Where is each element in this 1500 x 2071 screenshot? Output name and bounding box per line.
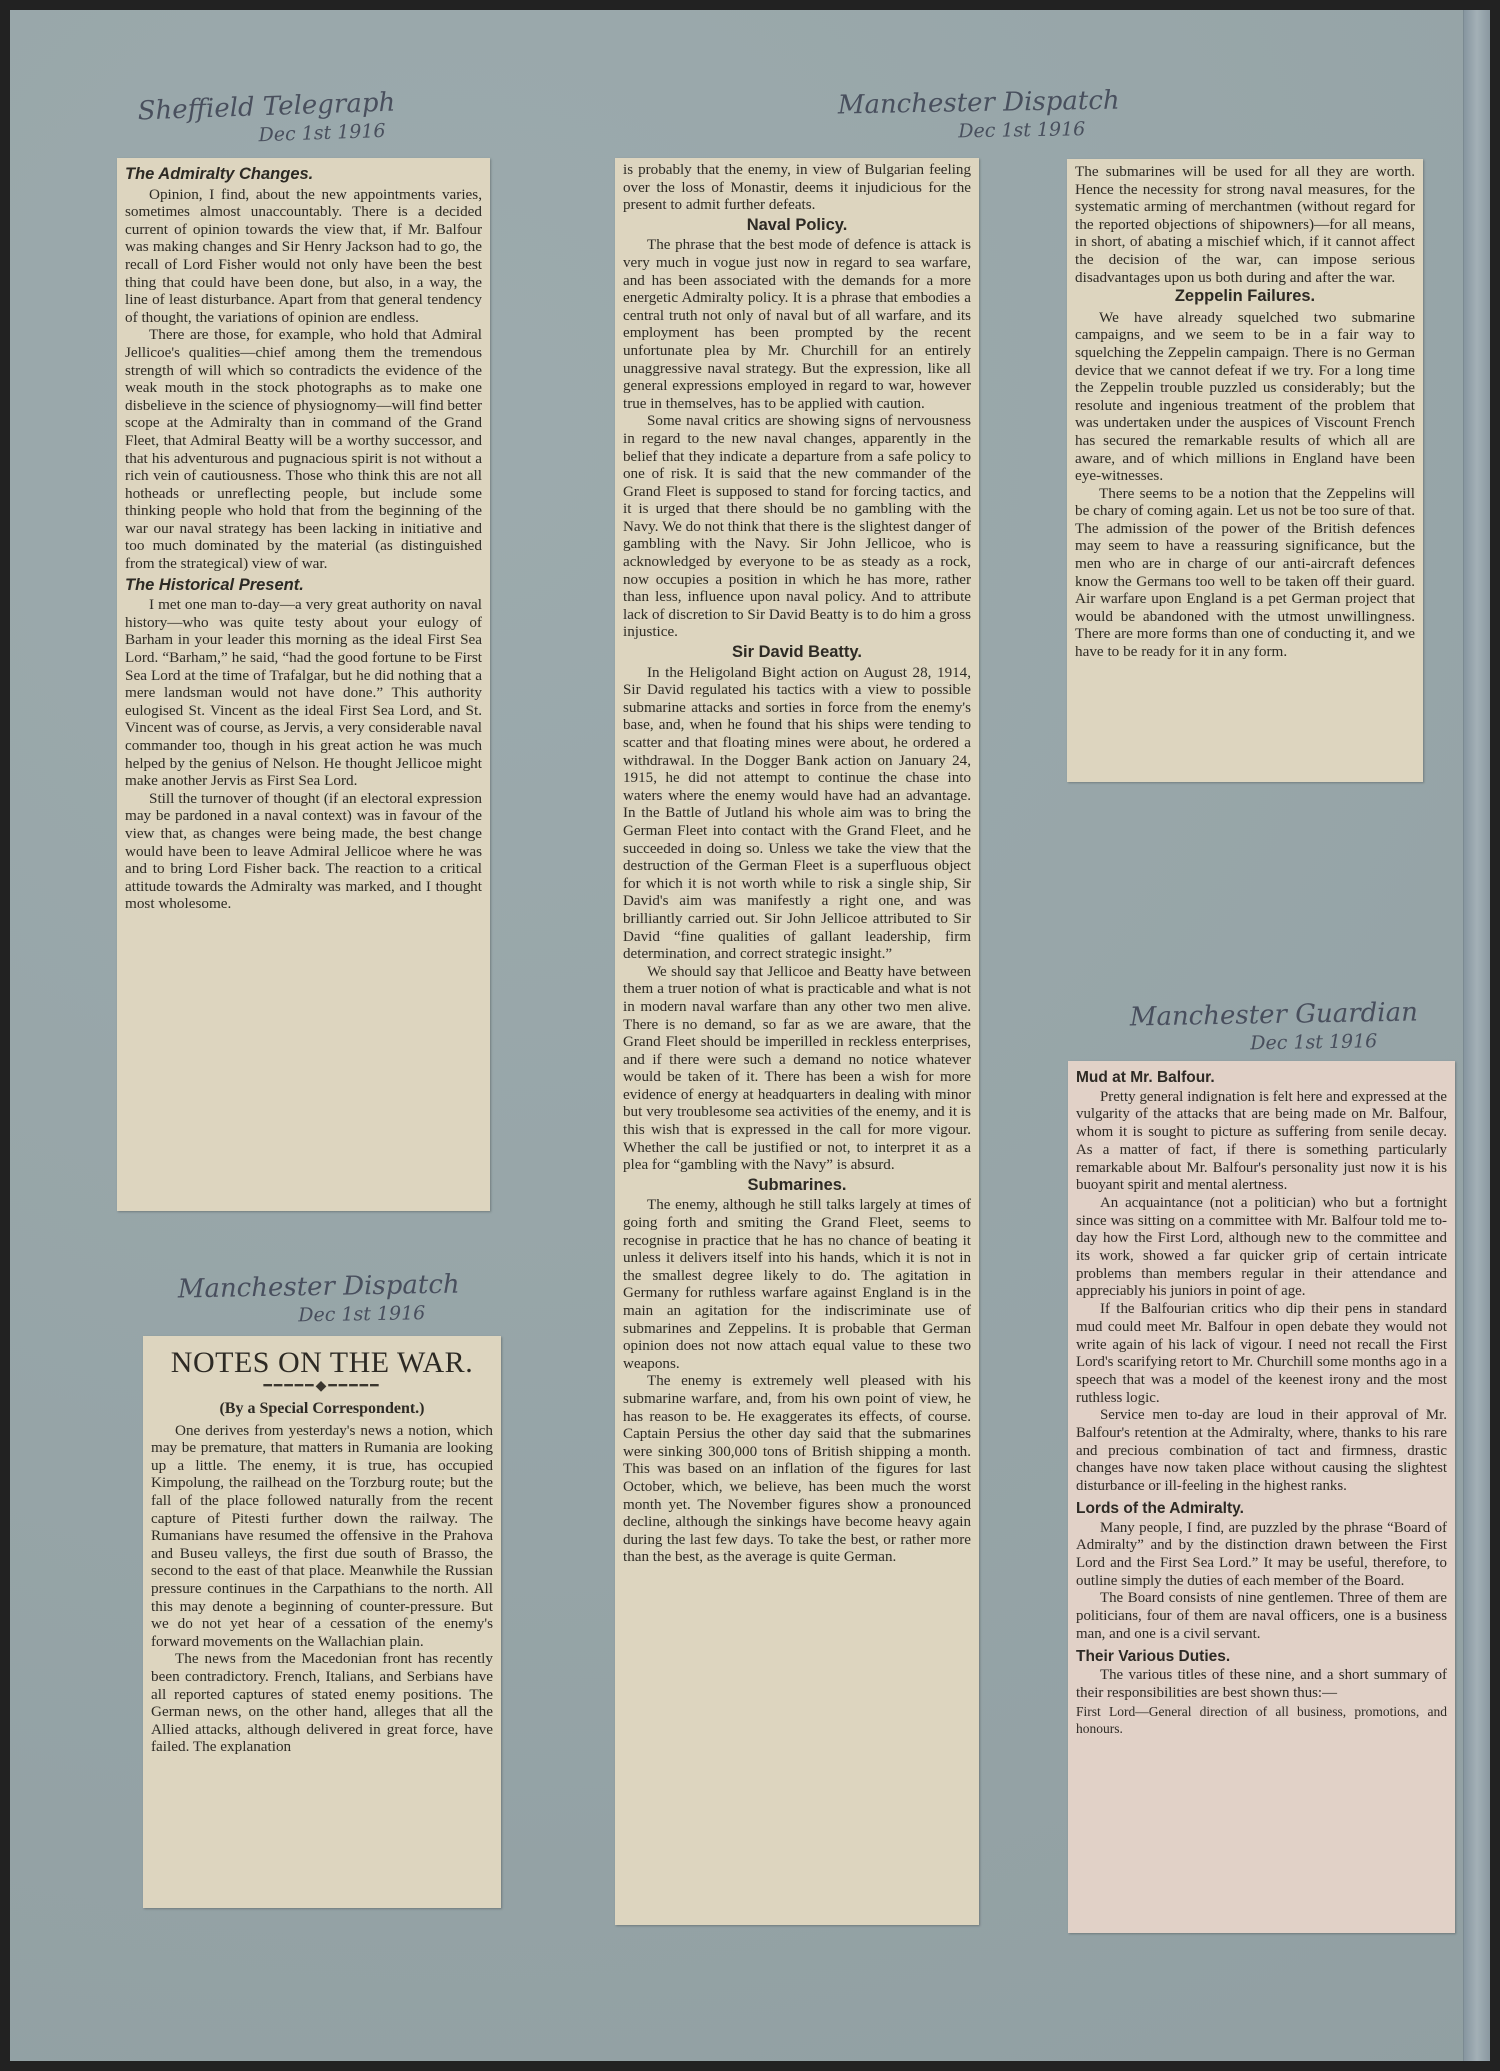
- clipping-paragraph: I met one man to-day—a very great authority on naval history—who was quite testy about your eulogy of Barham in your leader this morning as the ideal First Sea Lord. “Barham,” he said, “had the good fortune to be First Sea Lord at the time of Trafalgar, but he did nothing that a mere landsman would not have done.” This authority eulogised St. Vincent as the ideal First Sea Lord, and St. Vincent was of course, as Jervis, a very considerable naval commander too, though in his great action he was much helped by the genius of Nelson. He thought Jellicoe might make another Jervis as First Sea Lord.: [125, 596, 482, 790]
- clipping-paragraph: Service men to-day are loud in their approval of Mr. Balfour's retention at the Admiralty, where, thanks to his rare and precious combination of tact and firmness, drastic changes have now taken place without causing the slightest disturbance or ill-feeling in the highest ranks.: [1076, 1407, 1447, 1495]
- handwritten-source-note: [838, 86, 1121, 145]
- clipping-paragraph: If the Balfourian critics who dip their pens in standard mud could meet Mr. Balfour in open debate they would not write again of his lack of vigour. I need not recall the First Lord's scarifying retort to Mr. Churchill some months ago in a speech that was a model of the keenest irony and the most ruthless logic.: [1076, 1301, 1447, 1406]
- clipping-paragraph: The phrase that the best mode of defence is attack is very much in vogue just now in regard to sea warfare, and has been associated with the demands for a more energetic Admiralty policy. It is a phrase that embodies a central truth not only of naval but of all warfare, and its employment has been prompted by the recent unfortunate plea by Mr. Churchill for an entirely unaggressive naval strategy. But the expression, like all general expressions employed in regard to war, however true in themselves, has to be applied with caution.: [623, 237, 971, 412]
- clipping-heading: Zeppelin Failures.: [1174, 287, 1316, 306]
- handwritten-publication: Manchester Dispatch: [837, 85, 1120, 121]
- clipping-paragraph: One derives from yesterday's news a notion, which may be premature, that matters in Rumania are looking up a little. The enemy, it is true, has occupied Kimpolung, the railhead on the Torzburg route; but the fall of the place followed naturally from the recent capture of Pitesti further down the railway. The Rumanians have resumed the offensive in the Prahova and Buseu valleys, the first due south of Brasso, the second to the east of that place. Meanwhile the Russian pressure continues in the Carpathians to the north. All this may denote a beginning of counter-pressure. But we do not yet hear of a cessation of the enemy's forward movements on the Wallachian plain.: [151, 1421, 493, 1650]
- scrapbook-page: [10, 10, 1490, 2061]
- clipping-paragraph: We should say that Jellicoe and Beatty have between them a truer notion of what is practicable and what is not in modern naval warfare than any other two men alive. There is no demand, so far as we are aware, that the Grand Fleet should be imperilled in reckless enterprises, and if there were such a demand no notice whatever would be taken of it. There has been a wish for more evidence of energy at headquarters in dealing with minor but very troublesome sea activities of the enemy, and it is this wish that is expressed in the call for more vigour. Whether the call be justified or not, to interpret it as a plea for “gambling with the Navy” is absurd.: [623, 963, 971, 1174]
- newspaper-clipping-admiralty-changes: [117, 158, 490, 1211]
- handwritten-publication: Sheffield Telegraph: [137, 87, 396, 127]
- clipping-paragraph: Some naval critics are showing signs of nervousness in regard to the new naval changes, apparently in the belief that they indicate a departure from a safe policy to one of risk. It is said that the new commander of the Grand Fleet is supposed to stand for forcing tactics, and it is urged that there should be no gambling with the Navy. We do not think that there is the slightest danger of gambling with the Navy. Sir John Jellicoe, who is acknowledged by everyone to be as steady as a rock, now occupies a position in which he has more, rather than less, influence upon naval policy. And to attribute lack of discretion to Sir David Beatty is to do him a gross injustice.: [623, 413, 971, 641]
- clipping-paragraph: Pretty general indignation is felt here and expressed at the vulgarity of the attacks that are being made on Mr. Balfour, whom it is sought to picture as suffering from senile decay. As a matter of fact, if there is something particularly remarkable about Mr. Balfour's personality just now it is his buoyant spirit and mental alertness.: [1076, 1088, 1447, 1194]
- clipping-heading: Lords of the Admiralty.: [1076, 1499, 1244, 1517]
- handwritten-source-note: [178, 1270, 461, 1329]
- clipping-paragraph: The news from the Macedonian front has recently been contradictory. French, Italians, and Serbians have all reported captures of stated enemy positions. The German news, on the other hand, alleges that all the Allied attacks, although delivered in great force, have failed. The explanation: [151, 1650, 493, 1756]
- clipping-paragraph: First Lord—General direction of all business, promotions, and honours.: [1076, 1703, 1447, 1737]
- clipping-paragraph: There are those, for example, who hold that Admiral Jellicoe's qualities—chief among them the tremendous strength of will which so contradicts the evidence of the weak mouth in the stock photographs as to make one disbelieve in the science of physiognomy—will find better scope at the Admiralty than in command of the Grand Fleet, that Admiral Beatty will be a worthy successor, and that his adventurous and pugnacious spirit is not without a rich vein of cautiousness. Those who think this are not all hotheads or unreflecting people, but include some thinking people who hold that from the beginning of the war our naval strategy has been lacking in initiative and too much dominated by the material (as distinguished from the strategical) view of war.: [125, 326, 482, 573]
- handwritten-publication: Manchester Dispatch: [177, 1269, 460, 1305]
- clipping-paragraph: In the Heligoland Bight action on August 28, 1914, Sir David regulated his tactics with a view to possible submarine attacks and sorties in force from the enemy's base, and, when he found that his ships were tending to scatter and that floating mines were about, he ordered a withdrawal. In the Dogger Bank action on January 24, 1915, he did not attempt to continue the chase into waters where the enemy would have had an advantage. In the Battle of Jutland his whole aim was to bring the German Fleet into contact with the Grand Fleet, and he succeeded in doing so. Unless we take the view that the destruction of the German Fleet is a superfluous object for which it is not worth while to risk a single ship, Sir David's aim was manifestly a right one, and was brilliantly carried out. Sir John Jellicoe attributed to Sir David “fine qualities of gallant leadership, firm determination, and correct strategic insight.”: [623, 664, 971, 963]
- clipping-heading: Their Various Duties.: [1076, 1647, 1231, 1665]
- newspaper-clipping-zeppelin-failures: [1067, 159, 1423, 782]
- clipping-heading: Mud at Mr. Balfour.: [1076, 1069, 1215, 1086]
- clipping-paragraph: We have already squelched two submarine campaigns, and we seem to be in a fair way to squelching the Zeppelin campaign. There is no German device that we cannot defeat if we try. For a long time the Zeppelin trouble puzzled us considerably; but the resolute and ingenious treatment of the problem that was undertaken under the auspices of Viscount French has secured the remarkable results of which all are aware, and of which millions in England have been eye-witnesses.: [1075, 308, 1415, 485]
- clipping-paragraph: The enemy, although he still talks largely at times of going forth and smiting the Grand Fleet, seems to recognise in practice that he has no chance of beating it unless it delivers itself into his hands, which it is not in the smallest degree likely to do. The agitation in Germany for ruthless warfare against England is in the main an agitation for the indiscriminate use of submarines and Zeppelins. It is probable that German opinion does not now attach equal value to these two weapons.: [623, 1197, 971, 1372]
- clipping-heading: Naval Policy.: [746, 215, 848, 234]
- clipping-paragraph: The various titles of these nine, and a short summary of their responsibilities are best shown thus:—: [1076, 1667, 1447, 1701]
- handwritten-source-note: [1130, 997, 1419, 1056]
- clipping-title: NOTES ON THE WAR.: [170, 1346, 474, 1379]
- handwritten-source-note: [137, 88, 396, 151]
- clipping-paragraph: Many people, I find, are puzzled by the phrase “Board of Admiralty” and by the distinction drawn between the First Lord and the First Sea Lord.” It may be useful, therefore, to outline simply the duties of each member of the Board.: [1076, 1519, 1447, 1589]
- ornamental-rule: ━━━━━◆━━━━━: [263, 1379, 381, 1394]
- clipping-paragraph: There seems to be a notion that the Zeppelins will be chary of coming again. Let us not be too sure of that. The admission of the power of the British defences may seem to have a reassuring significance, but the men who are in charge of our anti-aircraft defences know the Germans too well to be taken off their guard. Air warfare upon England is a pet German project that would be abandoned with the utmost unwillingness. There are more forms than one of conducting it, and we have to be ready for it in any form.: [1075, 484, 1415, 661]
- handwritten-date: Dec 1st 1916: [258, 119, 386, 147]
- clipping-paragraph: Opinion, I find, about the new appointments varies, sometimes almost unaccountably. There is a decided current of opinion towards the view that, if Mr. Balfour was making changes and Sir Henry Jackson had to go, the recall of Lord Fisher would not only have been the best thing that could have been done, but also, in a way, the line of least disturbance. Apart from that general tendency of thought, the variations of opinion are endless.: [125, 185, 482, 326]
- clipping-paragraph: is probably that the enemy, in view of Bulgarian feeling over the loss of Monastir, deems it injudicious for the present to admit further defeats.: [623, 162, 971, 214]
- clipping-heading: The Admiralty Changes.: [125, 165, 314, 183]
- clipping-heading: Sir David Beatty.: [732, 643, 862, 662]
- handwritten-date: Dec 1st 1916: [298, 1302, 426, 1327]
- clipping-heading: Submarines.: [747, 1175, 847, 1194]
- clipping-heading: The Historical Present.: [125, 575, 304, 594]
- clipping-paragraph: An acquaintance (not a politician) who but a fortnight since was sitting on a committee with Mr. Balfour told me to-day how the First Lord, although new to the committee and its work, showed a far quicker grip of certain intricate problems than members regular in their attendance and appreciably his juniors in point of age.: [1076, 1194, 1447, 1300]
- clipping-paragraph: Still the turnover of thought (if an electoral expression may be pardoned in a naval context) was in favour of the view that, as changes were being made, the best change would have been to leave Admiral Jellicoe where he was and to bring Lord Fisher back. The reaction to a critical attitude towards the Admiralty was marked, and I thought most wholesome.: [125, 789, 482, 913]
- clipping-paragraph: The enemy is extremely well pleased with his submarine warfare, and, from his own point of view, he has reason to be. He exaggerates its effects, of course. Captain Persius the other day said that the submarines were sinking 300,000 tons of British shipping a month. This was based on an inflation of the figures for last October, which, we believe, has been much the worst month yet. The November figures show a pronounced decline, although the sinkings have become heavy again during the last few days. To take the best, or rather more than the best, as the average is quite German.: [623, 1373, 971, 1566]
- clipping-paragraph: The Board consists of nine gentlemen. Three of them are politicians, four of them are naval officers, one is a business man, and one is a civil servant.: [1076, 1590, 1447, 1642]
- newspaper-clipping-mud-at-mr-balfour: [1068, 1061, 1455, 1933]
- handwritten-publication: Manchester Guardian: [1129, 997, 1419, 1033]
- newspaper-clipping-naval-policy: [615, 158, 979, 1925]
- clipping-byline: (By a Special Correspondent.): [219, 1400, 425, 1417]
- clipping-paragraph: The submarines will be used for all they are worth. Hence the necessity for strong naval measures, for the systematic arming of merchantmen (without regard for the reported objections of shipowners)—for all means, in short, of abating a mischief which, if it cannot affect the decision of the war, can impose serious disadvantages upon us both during and after the war.: [1075, 163, 1415, 286]
- handwritten-date: Dec 1st 1916: [958, 118, 1086, 143]
- newspaper-clipping-notes-on-the-war: [143, 1336, 501, 1908]
- handwritten-date: Dec 1st 1916: [1250, 1030, 1378, 1055]
- album-spine: [1463, 10, 1490, 2061]
